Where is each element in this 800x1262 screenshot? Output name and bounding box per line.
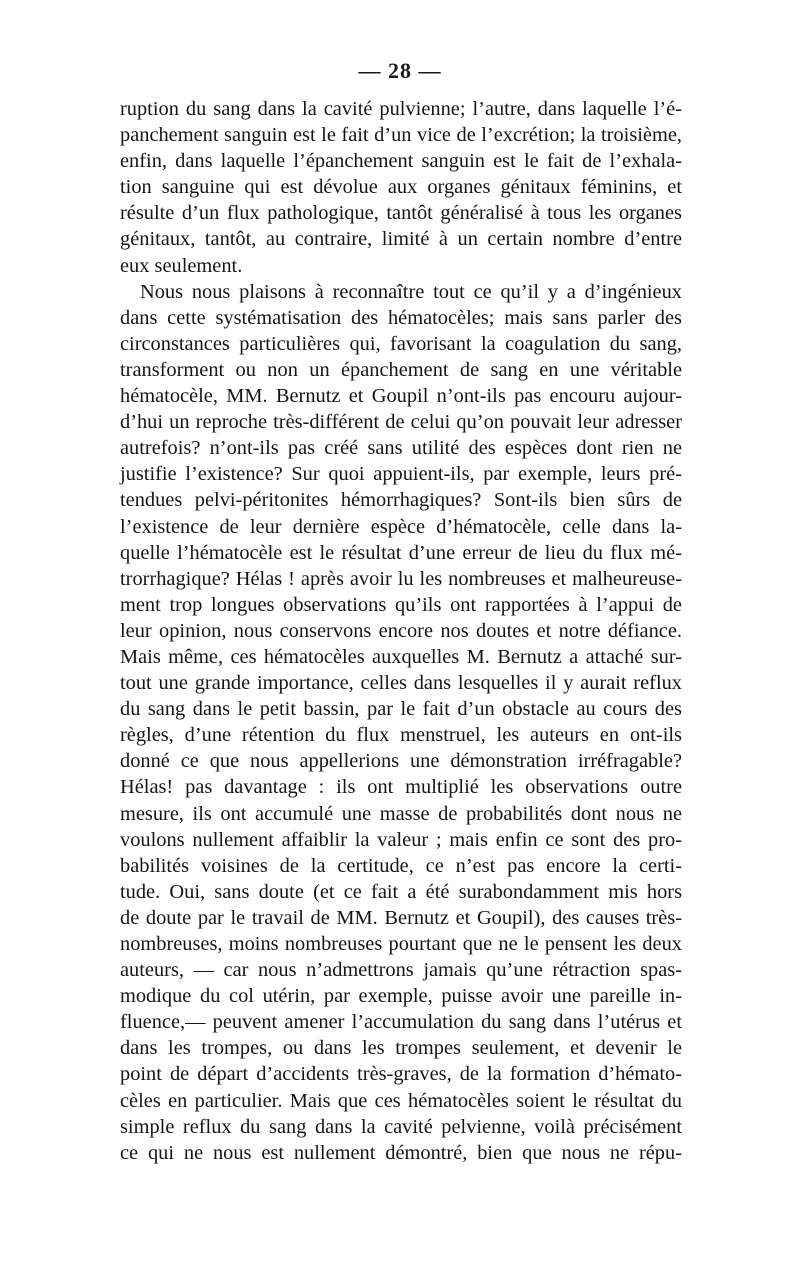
text-line: ruption du sang dans la cavité pulvienne; l’autre, dans laquelle l’é- xyxy=(120,98,682,120)
text-line: circonstances particulières qui, favorisant la coagulation du sang, xyxy=(120,332,682,355)
text-line: enfin, dans laquelle l’épanchement sanguin est le fait de l’exhala- xyxy=(120,150,682,173)
text-line: transforment ou non un épanchement de sang en une véritable xyxy=(120,358,682,381)
text-line: fluence,— peuvent amener l’accumulation du sang dans l’utérus et xyxy=(120,1011,682,1034)
text-line: leur opinion, nous conservons encore nos doutes et notre défiance. xyxy=(120,619,682,642)
text-line: résulte d’un flux pathologique, tantôt généralisé à tous les organes xyxy=(120,202,682,225)
page-number: — 28 — xyxy=(358,58,442,83)
text-line: mesure, ils ont accumulé une masse de probabilités dont nous ne xyxy=(120,802,682,825)
text-line: trorrhagique? Hélas ! après avoir lu les nombreuses et malheureuse- xyxy=(120,567,682,590)
text-line: ment trop longues observations qu’ils ont rapportées à l’appui de xyxy=(120,593,682,616)
text-line: tendues pelvi-péritonites hémorrhagiques? Sont-ils bien sûrs de xyxy=(120,489,682,512)
text-line: du sang dans le petit bassin, par le fait d’un obstacle au cours des xyxy=(120,698,682,721)
text-line: simple reflux du sang dans la cavité pelvienne, voilà précisément xyxy=(120,1115,682,1138)
body-text xyxy=(120,96,682,1166)
paragraph-start-line: Nous nous plaisons à reconnaître tout ce qu’il y a d’ingénieux xyxy=(140,280,682,303)
text-line: dans les trompes, ou dans les trompes seulement, et devenir le xyxy=(120,1037,682,1060)
text-line: dans cette systématisation des hématocèles; mais sans parler des xyxy=(120,306,682,329)
text-line: babilités voisines de la certitude, ce n’est pas encore la certi- xyxy=(120,854,682,877)
text-line: point de départ d’accidents très-graves, de la formation d’hémato- xyxy=(120,1063,682,1086)
text-line: de doute par le travail de MM. Bernutz et Goupil), des causes très- xyxy=(120,906,682,929)
text-line: nombreuses, moins nombreuses pourtant que ne le pensent les deux xyxy=(120,933,682,955)
text-line: génitaux, tantôt, au contraire, limité à un certain nombre d’entre xyxy=(120,228,682,251)
text-line: Mais même, ces hématocèles auxquelles M. Bernutz a attaché sur- xyxy=(120,645,682,668)
text-line: quelle l’hématocèle est le résultat d’une erreur de lieu du flux mé- xyxy=(120,541,682,564)
text-line: panchement sanguin est le fait d’un vice de l’excrétion; la troisième, xyxy=(120,124,682,147)
text-line: hématocèle, MM. Bernutz et Goupil n’ont-ils pas encouru aujour- xyxy=(120,385,682,408)
text-line: eux seulement. xyxy=(120,254,243,277)
text-line: cèles en particulier. Mais que ces hématocèles soient le résultat du xyxy=(120,1089,682,1112)
text-line: justifie l’existence? Sur quoi appuient-ils, par exemple, leurs pré- xyxy=(120,463,682,486)
text-line: règles, d’une rétention du flux menstruel, les auteurs en ont-ils xyxy=(120,724,682,747)
text-line: auteurs, — car nous n’admettrons jamais qu’une rétraction spas- xyxy=(120,959,682,982)
text-line: tout une grande importance, celles dans lesquelles il y aurait reflux xyxy=(120,672,682,695)
text-line: donné ce que nous appellerions une démonstration irréfragable? xyxy=(120,750,682,773)
text-line: Hélas! pas davantage : ils ont multiplié les observations outre xyxy=(120,776,682,799)
text-line: autrefois? n’ont-ils pas créé sans utilité des espèces dont rien ne xyxy=(120,437,682,460)
text-line: modique du col utérin, par exemple, puisse avoir une pareille in- xyxy=(120,985,682,1008)
text-line: voulons nullement affaiblir la valeur ; mais enfin ce sont des pro- xyxy=(120,828,682,851)
text-line: tion sanguine qui est dévolue aux organes génitaux féminins, et xyxy=(120,176,682,199)
text-line: d’hui un reproche très-différent de celui qu’on pouvait leur adresser xyxy=(120,411,682,434)
text-line: tude. Oui, sans doute (et ce fait a été surabondamment mis hors xyxy=(120,880,682,903)
text-line: ce qui ne nous est nullement démontré, bien que nous ne répu- xyxy=(120,1141,682,1164)
text-line: l’existence de leur dernière espèce d’hématocèle, celle dans la- xyxy=(120,515,682,538)
